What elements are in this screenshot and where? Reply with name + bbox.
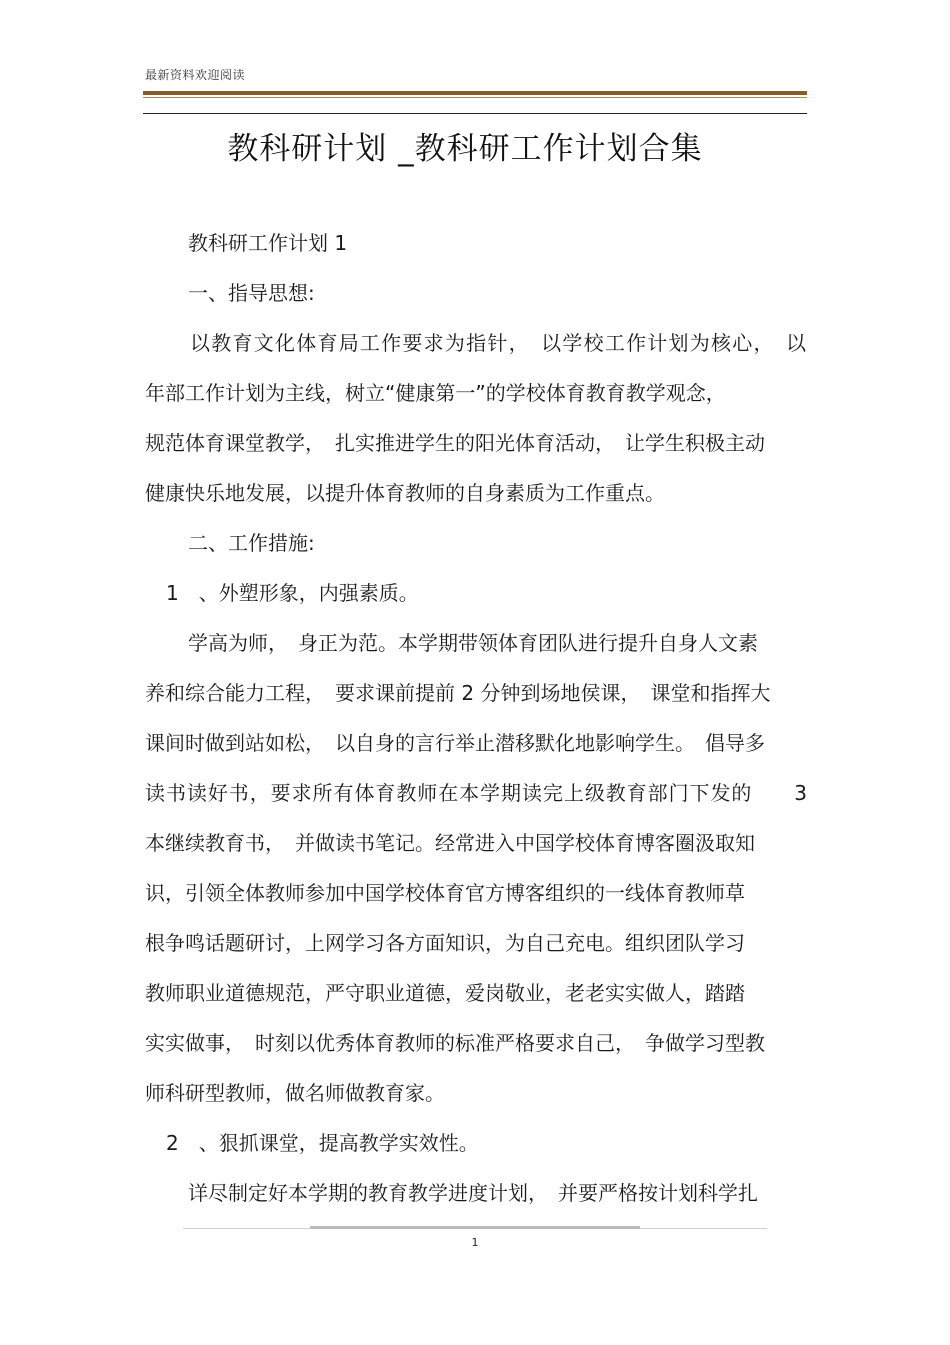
- body-line: 根争鸣话题研讨，上网学习各方面知识，为自己充电。组织团队学习: [145, 931, 745, 955]
- body-line: 课间时做到站如松， 以自身的言行举止潜移默化地影响学生。 倡导多: [145, 731, 765, 755]
- body-line: 以教育文化体育局工作要求为指针， 以学校工作计划为核心， 以: [190, 331, 806, 355]
- body-line: 本继续教育书， 并做读书笔记。经常进入中国学校体育博客圈汲取知: [145, 831, 755, 855]
- body-line: 2 、狠抓课堂，提高教学实效性。: [166, 1131, 479, 1155]
- footer-rule-accent: [310, 1226, 640, 1229]
- body-line: 二、工作措施:: [188, 531, 315, 555]
- body-line: 读书读好书，要求所有体育教师在本学期读完上级教育部门下发的 3: [145, 781, 807, 805]
- body-line: 年部工作计划为主线，树立“健康第一”的学校体育教育教学观念，: [145, 381, 726, 405]
- body-line: 师科研型教师，做名师做教育家。: [145, 1081, 445, 1105]
- document-title: 教科研计划 _教科研工作计划合集: [227, 131, 703, 167]
- body-line: 识，引领全体教师参加中国学校体育官方博客组织的一线体育教师草: [145, 881, 745, 905]
- body-line: 实实做事， 时刻以优秀体育教师的标准严格要求自己， 争做学习型教: [145, 1031, 765, 1055]
- body-line: 学高为师， 身正为范。本学期带领体育团队进行提升自身人文素: [188, 631, 758, 655]
- body-line: 教师职业道德规范，严守职业道德，爱岗敬业，老老实实做人，踏踏: [145, 981, 745, 1005]
- header-rule-line: [143, 113, 807, 114]
- header-text: 最新资料欢迎阅读: [145, 68, 246, 82]
- body-line: 规范体育课堂教学， 扎实推进学生的阳光体育活动， 让学生积极主动: [145, 431, 765, 455]
- body-line: 详尽制定好本学期的教育教学进度计划， 并要严格按计划科学扎: [188, 1181, 758, 1205]
- body-line: 养和综合能力工程， 要求课前提前 2 分钟到场地侯课， 课堂和指挥大: [145, 681, 771, 705]
- body-line: 1 、外塑形象，内强素质。: [166, 581, 419, 605]
- header-rule-thin: [143, 97, 807, 98]
- header-rule-thick: [143, 91, 807, 95]
- body-line: 教科研工作计划 1: [188, 231, 348, 255]
- page-number: 1: [471, 1236, 479, 1249]
- body-line: 健康快乐地发展，以提升体育教师的自身素质为工作重点。: [145, 481, 665, 505]
- body-line: 一、指导思想:: [188, 281, 315, 305]
